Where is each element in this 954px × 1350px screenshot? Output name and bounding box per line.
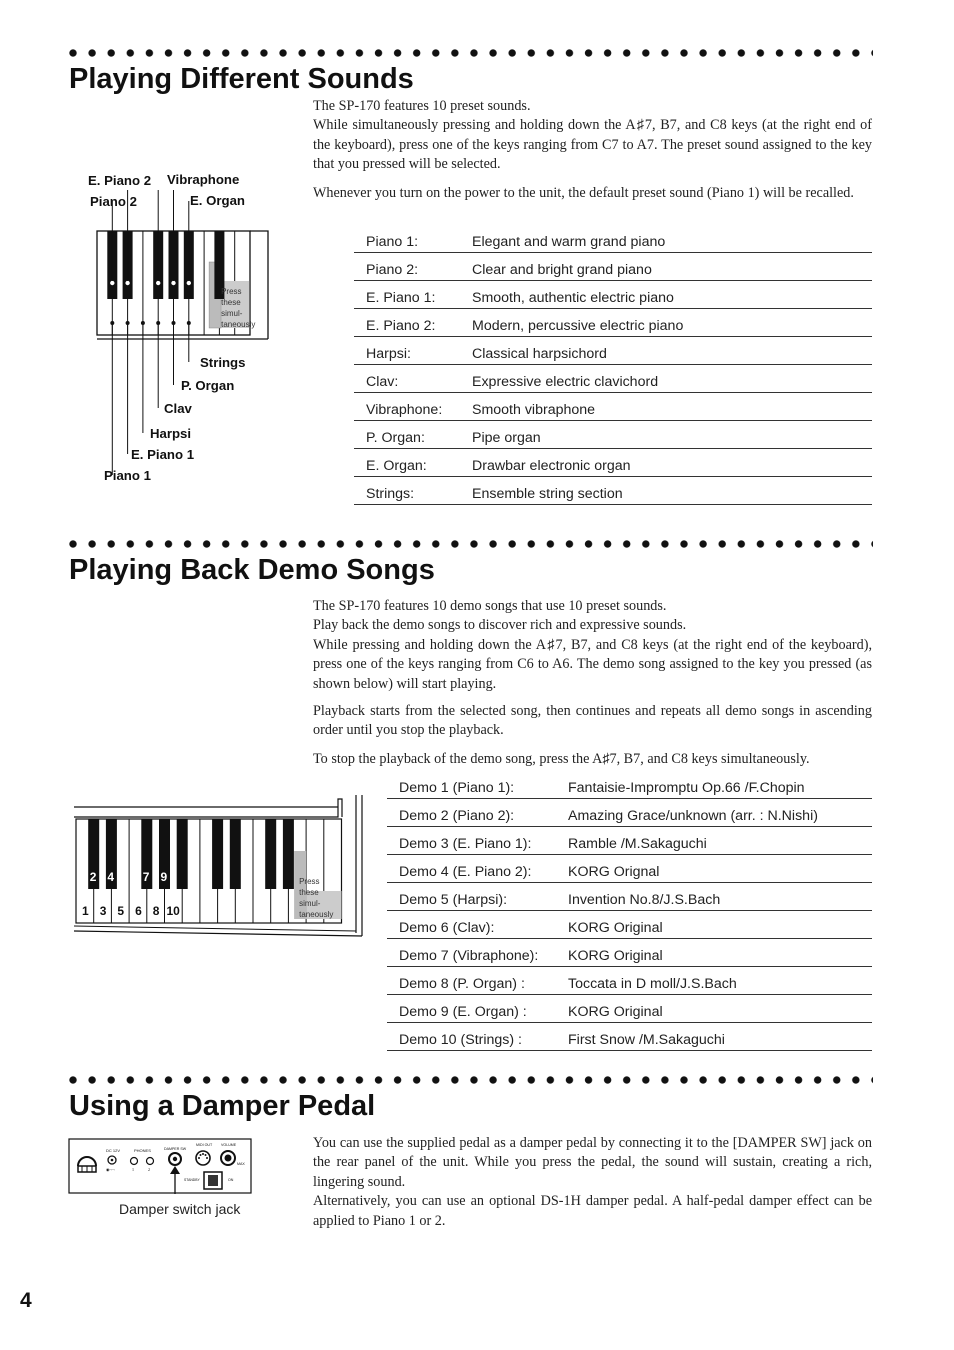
table-row bbox=[354, 309, 872, 337]
demo-number-black: 2 bbox=[89, 870, 97, 884]
demo-number-white: 1 bbox=[82, 904, 89, 918]
table-row bbox=[387, 967, 872, 995]
row-description: Ensemble string section bbox=[472, 477, 872, 505]
sounds-intro: The SP-170 features 10 preset sounds. While simultaneously pressing and holding down the A♯7, B7, and C8 keys (at the right end of the keyboard), press one of the keys ranging from C7 to A7. The preset sound assigned to the key that you pressed will be selected. bbox=[313, 98, 872, 173]
black-key bbox=[177, 819, 188, 889]
table-row bbox=[387, 771, 872, 799]
press-note-text: taneously bbox=[221, 320, 256, 329]
demo-number-white: 10 bbox=[166, 904, 180, 918]
table-row bbox=[387, 855, 872, 883]
row-description: Clear and bright grand piano bbox=[472, 253, 872, 281]
key-marker-dot bbox=[187, 281, 191, 285]
row-name: E. Piano 1: bbox=[354, 281, 472, 309]
row-name: Harpsi: bbox=[354, 337, 472, 365]
table-row bbox=[354, 281, 872, 309]
row-name: Piano 1: bbox=[354, 225, 472, 253]
demo-intro: The SP-170 features 10 demo songs that use 10 preset sounds. Play back the demo songs to discover rich and expressive sounds. While pressing and holding down the A♯7, B7, and C8 keys (at the right end of the keyboard), press one of the keys ranging from C6 to A6. The demo song assigned to the key you pressed (as shown below) will start playing. bbox=[313, 598, 872, 692]
demo-number-white: 6 bbox=[135, 904, 142, 918]
dotted-rule bbox=[69, 1076, 873, 1086]
table-row bbox=[387, 1023, 872, 1051]
max-label: MAX bbox=[237, 1162, 245, 1166]
press-note-text: these bbox=[221, 298, 241, 307]
row-description: Classical harpsichord bbox=[472, 337, 872, 365]
black-key bbox=[230, 819, 241, 889]
press-note-text: simul- bbox=[299, 899, 321, 908]
row-name: Demo 8 (P. Organ) : bbox=[387, 967, 568, 995]
sound-label-strings: Strings bbox=[200, 355, 246, 370]
row-name: Demo 6 (Clav): bbox=[387, 911, 568, 939]
row-description: Drawbar electronic organ bbox=[472, 449, 872, 477]
volume-label: VOLUME bbox=[221, 1143, 237, 1147]
row-name: Demo 5 (Harpsi): bbox=[387, 883, 568, 911]
demo-table bbox=[387, 771, 872, 1051]
table-row bbox=[354, 449, 872, 477]
row-description: First Snow /M.Sakaguchi bbox=[568, 1023, 872, 1051]
key-marker-dot bbox=[171, 281, 175, 285]
section-damper bbox=[69, 1076, 873, 1121]
row-description: Ramble /M.Sakaguchi bbox=[568, 827, 872, 855]
sounds-table bbox=[354, 225, 872, 505]
row-description: KORG Original bbox=[568, 995, 872, 1023]
row-description: Invention No.8/J.S.Bach bbox=[568, 883, 872, 911]
midi-label: MIDI OUT bbox=[196, 1143, 213, 1147]
on-label: ON bbox=[228, 1178, 234, 1182]
table-row bbox=[354, 477, 872, 505]
damper-sw-label: DAMPER SW bbox=[164, 1147, 187, 1151]
keyboard-casing bbox=[74, 799, 342, 817]
table-row bbox=[354, 253, 872, 281]
row-name: E. Piano 2: bbox=[354, 309, 472, 337]
standby-label: STANDBY bbox=[184, 1178, 200, 1182]
table-row bbox=[354, 225, 872, 253]
sound-label-e-piano-2: E. Piano 2 bbox=[88, 173, 152, 188]
row-name: Demo 7 (Vibraphone): bbox=[387, 939, 568, 967]
dotted-rule bbox=[69, 540, 873, 550]
row-description: Elegant and warm grand piano bbox=[472, 225, 872, 253]
sound-label-piano-1: Piano 1 bbox=[104, 468, 151, 483]
demo-keyboard-diagram bbox=[70, 793, 370, 943]
row-name: Strings: bbox=[354, 477, 472, 505]
row-name: Demo 2 (Piano 2): bbox=[387, 799, 568, 827]
damper-text: You can use the supplied pedal as a damper pedal by connecting it to the [DAMPER SW] jack on the rear panel of the unit. While you press the pedal, the sound will sustain, creating a rich, lingering sound. Alternatively, you can use an optional DS-1H damper pedal. A half-pedal damper effect can be applied to Piano 1 or 2. bbox=[313, 1135, 872, 1229]
row-name: P. Organ: bbox=[354, 421, 472, 449]
page-number: 4 bbox=[20, 1289, 32, 1312]
press-note-text: simul- bbox=[221, 309, 243, 318]
demo-playback-note: Playback starts from the selected song, then continues and repeats all demo songs in ascending order until you stop the playback. bbox=[313, 703, 872, 739]
row-description: Pipe organ bbox=[472, 421, 872, 449]
row-description: Modern, percussive electric piano bbox=[472, 309, 872, 337]
phones-label: PHONES bbox=[134, 1148, 151, 1153]
press-note-text: taneously bbox=[299, 910, 334, 919]
demo-number-white: 5 bbox=[117, 904, 125, 918]
row-description: Smooth vibraphone bbox=[472, 393, 872, 421]
press-note-text: Press bbox=[221, 287, 242, 296]
sounds-keyboard-diagram bbox=[80, 170, 290, 490]
table-row bbox=[387, 799, 872, 827]
row-description: KORG Orignal bbox=[568, 855, 872, 883]
table-row bbox=[387, 883, 872, 911]
sound-label-p-organ: P. Organ bbox=[181, 378, 235, 393]
demo-number-black: 9 bbox=[160, 870, 168, 884]
row-description: KORG Original bbox=[568, 911, 872, 939]
sound-label-e-organ: E. Organ bbox=[190, 193, 245, 208]
demo-number-white: 3 bbox=[99, 904, 107, 918]
key-marker-dot bbox=[110, 281, 114, 285]
svg-text:◉-◦-◦: ◉-◦-◦ bbox=[106, 1167, 115, 1172]
row-name: Piano 2: bbox=[354, 253, 472, 281]
black-key bbox=[212, 819, 223, 889]
demo-stop-note: To stop the playback of the demo song, press the A♯7, B7, and C8 keys simultaneously. bbox=[313, 751, 810, 767]
row-description: Toccata in D moll/J.S.Bach bbox=[568, 967, 872, 995]
press-note-text: Press bbox=[299, 877, 320, 886]
black-key bbox=[283, 819, 294, 889]
rear-panel-diagram bbox=[68, 1138, 254, 1196]
sound-label-vibraphone: Vibraphone bbox=[167, 172, 240, 187]
table-row bbox=[354, 421, 872, 449]
section-title-demo: Playing Back Demo Songs bbox=[69, 554, 435, 586]
row-description: Amazing Grace/unknown (arr. : N.Nishi) bbox=[568, 799, 872, 827]
row-name: Vibraphone: bbox=[354, 393, 472, 421]
dotted-rule bbox=[69, 49, 873, 59]
press-note-text: these bbox=[299, 888, 319, 897]
table-row bbox=[354, 393, 872, 421]
section-sounds bbox=[69, 49, 873, 94]
key-marker-dot bbox=[156, 281, 160, 285]
section-title-damper: Using a Damper Pedal bbox=[69, 1090, 376, 1122]
sound-label-piano-2: Piano 2 bbox=[90, 194, 137, 209]
black-key bbox=[265, 819, 276, 889]
row-name: E. Organ: bbox=[354, 449, 472, 477]
dc-label: DC 12V bbox=[106, 1148, 121, 1153]
key-marker-dot bbox=[125, 281, 129, 285]
row-description: Smooth, authentic electric piano bbox=[472, 281, 872, 309]
row-name: Demo 3 (E. Piano 1): bbox=[387, 827, 568, 855]
demo-number-black: 4 bbox=[107, 870, 115, 884]
section-title-sounds: Playing Different Sounds bbox=[69, 63, 414, 95]
row-name: Demo 10 (Strings) : bbox=[387, 1023, 568, 1051]
row-name: Demo 9 (E. Organ) : bbox=[387, 995, 568, 1023]
table-row bbox=[387, 995, 872, 1023]
row-description: KORG Original bbox=[568, 939, 872, 967]
section-demo bbox=[69, 540, 873, 585]
damper-caption: Damper switch jack bbox=[119, 1201, 241, 1217]
demo-number-white: 8 bbox=[152, 904, 160, 918]
row-description: Fantaisie-Impromptu Op.66 /F.Chopin bbox=[568, 771, 872, 799]
table-row bbox=[387, 939, 872, 967]
sound-label-harpsi: Harpsi bbox=[150, 426, 192, 441]
sounds-default-note: Whenever you turn on the power to the unit, the default preset sound (Piano 1) will be recalled. bbox=[313, 185, 854, 201]
row-name: Demo 4 (E. Piano 2): bbox=[387, 855, 568, 883]
table-row bbox=[354, 337, 872, 365]
phones-one-label: 1 bbox=[132, 1167, 134, 1172]
table-row bbox=[387, 827, 872, 855]
table-row bbox=[387, 911, 872, 939]
table-row bbox=[354, 365, 872, 393]
sound-label-e-piano-1: E. Piano 1 bbox=[131, 447, 195, 462]
demo-number-black: 7 bbox=[142, 870, 150, 884]
row-name: Demo 1 (Piano 1): bbox=[387, 771, 568, 799]
sound-label-clav: Clav bbox=[164, 401, 192, 416]
row-name: Clav: bbox=[354, 365, 472, 393]
row-description: Expressive electric clavichord bbox=[472, 365, 872, 393]
phones-two-label: 2 bbox=[148, 1167, 150, 1172]
